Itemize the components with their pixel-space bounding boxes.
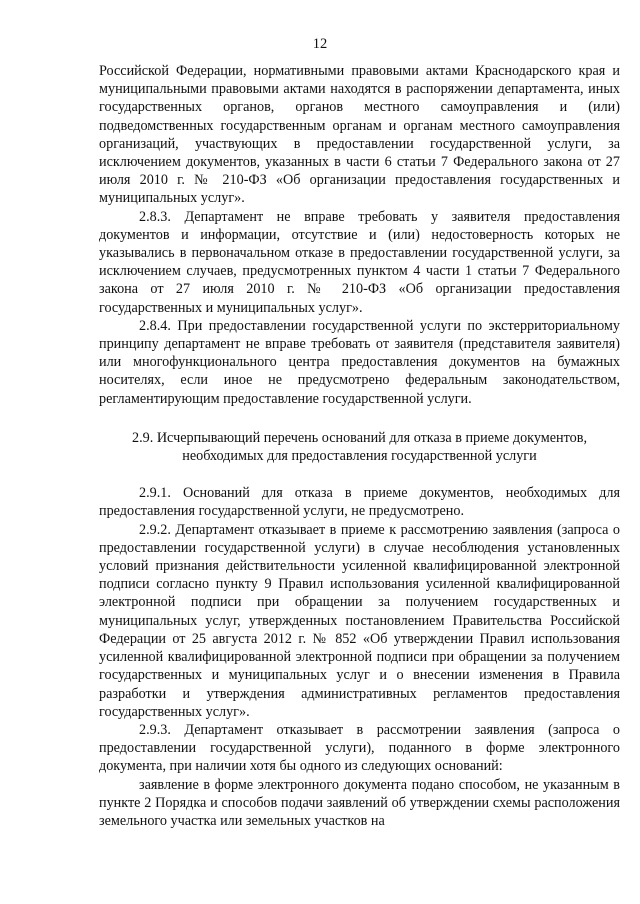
paragraph-2-9-1: 2.9.1. Оснований для отказа в приеме документов, необходимых для предоставления государственной услуги, не предусмотрено. — [99, 485, 620, 520]
section-heading-2-9 — [99, 429, 620, 465]
document-body — [99, 62, 620, 830]
paragraph-2-8-3: 2.8.3. Департамент не вправе требовать у заявителя предоставления документов и информации, отсутствие и (или) недостоверность которых не указывались в первоначальном отказе в предоставлении государственной услуги, за исключением случаев, предусмотренных пунктом 4 части 1 статьи 7 Федерального закона от 27 июля 2010 г. № 210-ФЗ «Об организации предоставления государственных и муниципальных услуг». — [99, 208, 620, 316]
page-number: 12 — [312, 36, 328, 52]
paragraph-2-9-2: 2.9.2. Департамент отказывает в приеме к рассмотрению заявления (запроса о предоставлении государственной услуги) в случае несоблюдения установленных условий признания действительности усиленной квалифицированной электронной подписи согласно пункту 9 Правил использования усиленной квалифицированной электронной подписи при обращении за получением государственных и муниципальных услуг, утвержденных постановлением Правительства Российской Федерации от 25 августа 2012 г. № 852 «Об утверждении Правил использования усиленной квалифицированной электронной подписи при обращении за получением государственных и муниципальных услуг и о внесении изменения в Правила разработки и утверждения административных регламентов предоставления государственных услуг». — [99, 521, 620, 720]
section-heading-line-2: необходимых для предоставления государственной услуги — [182, 448, 537, 465]
paragraph-2-9-3: 2.9.3. Департамент отказывает в рассмотрении заявления (запроса о предоставлении государственной услуги), поданного в форме электронного документа, при наличии хотя бы одного из следующих оснований: — [99, 721, 620, 775]
paragraph-continuation: Российской Федерации, нормативными правовыми актами Краснодарского края и муниципальными правовыми актами находятся в распоряжении департамента, иных государственных органов, органов местного самоуправления и (или) подведомственных государственным органам и органам местного самоуправления организаций, участвующих в предоставлении государственной услуги, за исключением документов, указанных в части 6 статьи 7 Федерального закона от 27 июля 2010 г. № 210-ФЗ «Об организации предоставления государственных и муниципальных услуг». — [99, 63, 620, 207]
paragraph-2-8-4: 2.8.4. При предоставлении государственной услуги по экстерриториальному принципу департамент не вправе требовать от заявителя (представителя заявителя) или многофункционального центра предоставления документов на бумажных носителях, если иное не предусмотрено федеральным законодательством, регламентирующим предоставление государственной услуги. — [99, 317, 620, 407]
paragraph-list-item: заявление в форме электронного документа подано способом, не указанным в пункте 2 Порядка и способов подачи заявлений об утверждении схемы расположения земельного участка или земельных участков на — [99, 776, 620, 829]
section-heading-line-1: 2.9. Исчерпывающий перечень оснований для отказа в приеме документов, — [131, 429, 587, 446]
